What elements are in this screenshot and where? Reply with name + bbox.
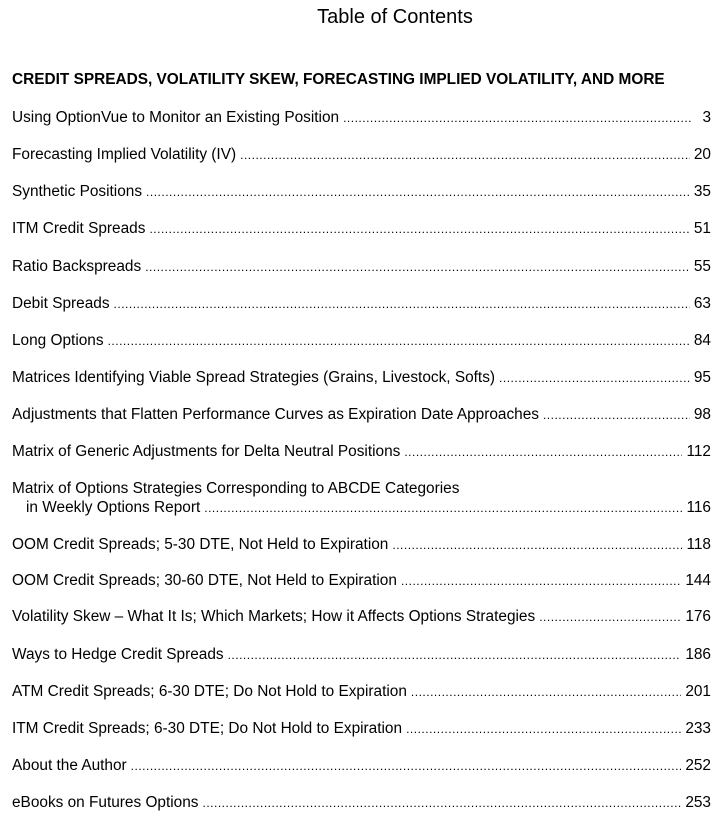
dot-leader [392, 536, 682, 555]
toc-entry[interactable] [12, 331, 711, 350]
dot-leader [108, 332, 690, 351]
toc-entry[interactable] [12, 535, 711, 554]
dot-leader [204, 499, 682, 518]
toc-entry[interactable] [12, 368, 711, 387]
toc-entry-title[interactable]: ITM Credit Spreads; 6-30 DTE; Do Not Hold to Expiration [12, 720, 403, 737]
toc-entry-page[interactable]: 186 [685, 646, 711, 663]
dot-leader [240, 146, 690, 165]
toc-entry-title[interactable]: in Weekly Options Report [26, 499, 201, 516]
toc-entry[interactable] [12, 498, 711, 517]
toc-entry-page[interactable]: 252 [685, 757, 711, 774]
dot-leader [131, 757, 682, 776]
toc-entry-page[interactable]: 51 [693, 220, 711, 237]
toc-entry-page[interactable]: 35 [693, 183, 711, 200]
toc-entry[interactable] [12, 571, 711, 590]
toc-entry-page[interactable]: 233 [685, 720, 711, 737]
dot-leader [539, 608, 681, 627]
toc-entry-title-line1[interactable]: Matrix of Options Strategies Corresponding to ABCDE Categories [12, 480, 460, 497]
dot-leader [401, 572, 681, 591]
dot-leader [499, 369, 690, 388]
toc-entry-title[interactable]: ATM Credit Spreads; 6-30 DTE; Do Not Hold to Expiration [12, 683, 407, 700]
toc-entry[interactable] [12, 145, 711, 164]
dot-leader [203, 794, 682, 813]
toc-entry-page[interactable]: 63 [693, 295, 711, 312]
toc-entry-title[interactable]: ITM Credit Spreads [12, 220, 146, 237]
toc-entry[interactable] [12, 294, 711, 313]
toc-entry-title[interactable]: Using OptionVue to Monitor an Existing Position [12, 109, 340, 126]
toc-entry[interactable] [12, 108, 711, 127]
toc-entry-page[interactable]: 84 [693, 332, 711, 349]
dot-leader [543, 406, 690, 425]
section-heading: CREDIT SPREADS, VOLATILITY SKEW, FORECASTING IMPLIED VOLATILITY, AND MORE [12, 71, 665, 88]
toc-entry-page[interactable]: 253 [685, 794, 711, 811]
toc-entry[interactable] [12, 182, 711, 201]
toc-entry[interactable] [12, 219, 711, 238]
toc-entry-page[interactable]: 3 [702, 109, 711, 126]
toc-entry-title[interactable]: Synthetic Positions [12, 183, 143, 200]
toc-entry[interactable] [12, 645, 711, 664]
toc-entry[interactable] [12, 257, 711, 276]
toc-entry-page[interactable]: 201 [685, 683, 711, 700]
toc-entry[interactable] [12, 607, 711, 626]
toc-entry-title[interactable]: OOM Credit Spreads; 5-30 DTE, Not Held to Expiration [12, 536, 389, 553]
toc-entry-title[interactable]: Long Options [12, 332, 104, 349]
page-title: Table of Contents [317, 6, 473, 28]
toc-entry-page[interactable]: 112 [686, 443, 711, 460]
toc-entry-page[interactable]: 55 [693, 258, 711, 275]
toc-entry-page[interactable]: 98 [693, 406, 711, 423]
dot-leader [404, 443, 682, 462]
dot-leader [114, 295, 690, 314]
toc-entry[interactable] [12, 405, 711, 424]
dot-leader [228, 646, 682, 665]
toc-entry-title[interactable]: OOM Credit Spreads; 30-60 DTE, Not Held to Expiration [12, 572, 397, 589]
toc-entry-title[interactable]: Debit Spreads [12, 295, 110, 312]
toc-entry-title[interactable]: Ratio Backspreads [12, 258, 142, 275]
toc-entry[interactable] [12, 756, 711, 775]
toc-entry-page[interactable]: 176 [685, 608, 711, 625]
toc-entry[interactable] [12, 682, 711, 701]
toc-entry[interactable] [12, 793, 711, 812]
toc-entry-title[interactable]: Forecasting Implied Volatility (IV) [12, 146, 237, 163]
toc-entry-title[interactable]: Matrix of Generic Adjustments for Delta Neutral Positions [12, 443, 401, 460]
toc-entry[interactable] [12, 442, 711, 461]
toc-entry-title[interactable]: About the Author [12, 757, 127, 774]
toc-entry-title[interactable]: eBooks on Futures Options [12, 794, 199, 811]
toc-entry-page[interactable]: 20 [693, 146, 711, 163]
toc-entry-title[interactable]: Volatility Skew – What It Is; Which Markets; How it Affects Options Strategies [12, 608, 536, 625]
toc-entry-page[interactable]: 95 [693, 369, 711, 386]
dot-leader [146, 183, 690, 202]
toc-entry-page[interactable]: 116 [686, 499, 711, 516]
toc-entry-page[interactable]: 144 [685, 572, 711, 589]
dot-leader [411, 683, 681, 702]
toc-entry-title[interactable]: Adjustments that Flatten Performance Curves as Expiration Date Approaches [12, 406, 539, 423]
toc-entry-title[interactable]: Matrices Identifying Viable Spread Strategies (Grains, Livestock, Softs) [12, 369, 496, 386]
toc-entry-page[interactable]: 118 [686, 536, 711, 553]
dot-leader [149, 220, 689, 239]
dot-leader [343, 109, 693, 128]
toc-entry-title[interactable]: Ways to Hedge Credit Spreads [12, 646, 224, 663]
toc-entry[interactable] [12, 719, 711, 738]
dot-leader [145, 258, 690, 277]
dot-leader [406, 720, 681, 739]
